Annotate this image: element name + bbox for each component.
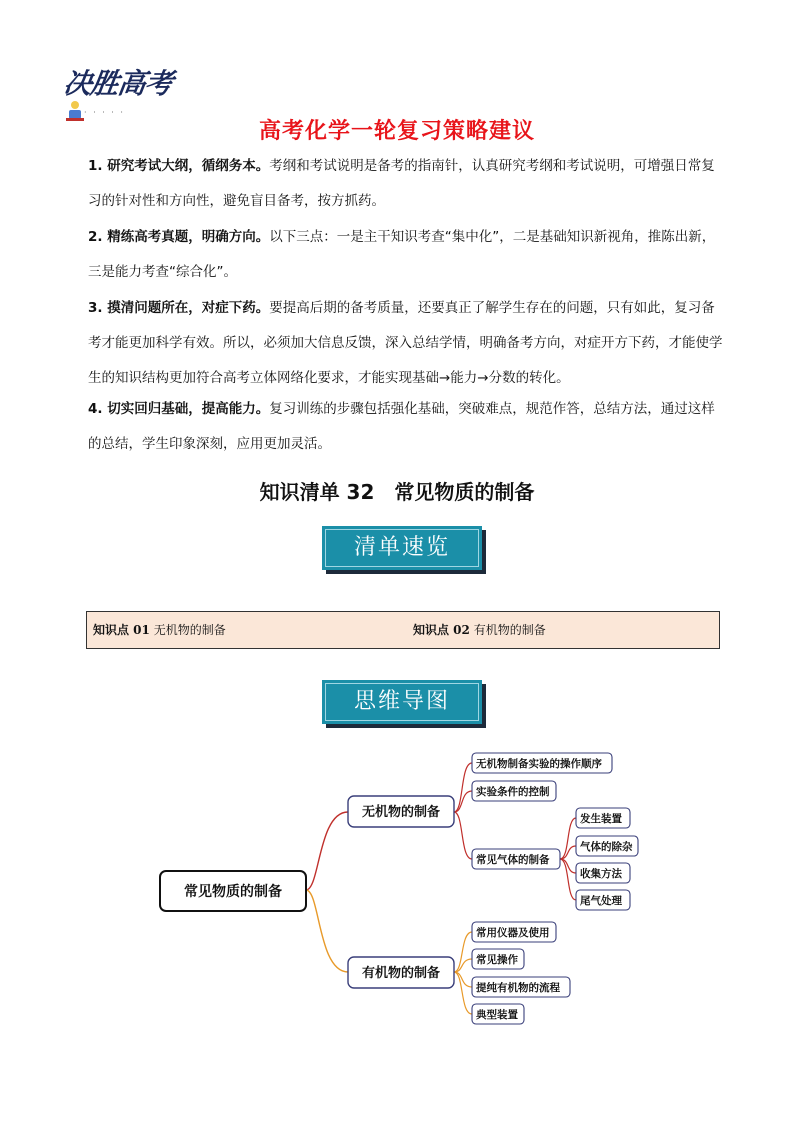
advice-paragraph-3 (88, 291, 728, 396)
section-title: 知识清单 32 常见物质的制备 (259, 480, 535, 504)
connector (454, 791, 472, 812)
connector (306, 812, 348, 890)
mindmap-subleaf-label: 气体的除杂 (580, 841, 633, 853)
mindmap-banner-label: 思维导图 (325, 683, 479, 721)
mindmap-leaf (472, 849, 560, 869)
connector (454, 763, 472, 812)
mindmap-leaf-label: 常用仪器及使用 (476, 927, 550, 939)
mindmap-subleaf (576, 808, 630, 828)
mind-map (0, 740, 794, 1040)
knowledge-point-table (86, 611, 720, 649)
mindmap-root-node (160, 871, 306, 911)
knowledge-point-label: 知识点 02 (413, 623, 470, 637)
advice-heading: 1. 研究考试大纲，循纲务本。 (88, 158, 270, 174)
mindmap-leaf-label: 常见操作 (476, 954, 518, 966)
advice-heading: 2. 精练高考真题，明确方向。 (88, 229, 270, 245)
mindmap-subleaf (576, 890, 630, 910)
mindmap-leaf-label: 典型装置 (476, 1009, 518, 1021)
mindmap-branch-organic (348, 957, 454, 988)
logo-text: 决胜高考 (61, 67, 175, 100)
mindmap-leaf (472, 949, 524, 969)
connector (454, 972, 472, 987)
page-title: 高考化学一轮复习策略建议 (258, 119, 535, 144)
advice-body: 要提高后期的备考质量，还要真正了解学生存在的问题，只有如此，复习备考才能更加科学有效。所以，必须加大信息反馈，深入总结学情，明确备考方向，对症开方下药，才能使学生的知识结构更加符合高考立体网络化要求，才能实现基础→能力→分数的转化。 (88, 300, 723, 386)
connector (560, 846, 576, 859)
mindmap-subleaf-label: 尾气处理 (580, 895, 622, 907)
advice-heading: 3. 摸清问题所在，对症下药。 (88, 300, 270, 316)
mindmap-leaf-label: 实验条件的控制 (476, 786, 550, 798)
connector (454, 932, 472, 972)
mindmap-subleaf-label: 发生装置 (580, 813, 622, 825)
mindmap-branch-label: 无机物的制备 (361, 805, 441, 820)
connector (560, 859, 576, 873)
overview-banner-label: 清单速览 (325, 529, 479, 567)
mindmap-leaf (472, 922, 556, 942)
advice-paragraph-1 (88, 149, 728, 219)
overview-banner (322, 526, 482, 570)
knowledge-point-name: 有机物的制备 (473, 623, 546, 637)
connector (454, 972, 472, 1014)
advice-paragraph-4 (88, 392, 728, 462)
advice-paragraph-2 (88, 220, 728, 290)
knowledge-point-name: 无机物的制备 (153, 623, 226, 637)
mindmap-branch-inorganic (348, 796, 454, 827)
mindmap-leaf (472, 1004, 524, 1024)
mindmap-leaf-label: 常见气体的制备 (476, 854, 550, 866)
advice-body: 考纲和考试说明是备考的指南针，认真研究考纲和考试说明，可增强日常复习的针对性和方向性，避免盲目备考，按方抓药。 (88, 158, 715, 209)
connector (454, 812, 472, 859)
advice-body: 以下三点：一是主干知识考查“集中化”，二是基础知识新视角，推陈出新，三是能力考查“综合化”。 (88, 229, 716, 280)
advice-body: 复习训练的步骤包括强化基础，突破难点，规范作答，总结方法，通过这样的总结，学生印象深刻，应用更加灵活。 (88, 401, 715, 452)
mindmap-leaf (472, 781, 556, 801)
mindmap-subleaf-label: 收集方法 (580, 868, 622, 880)
knowledge-point-2 (413, 621, 546, 638)
mindmap-subleaf (576, 863, 630, 883)
mindmap-branch-label: 有机物的制备 (361, 966, 441, 981)
mindmap-subleaf (576, 836, 638, 856)
mindmap-leaf-label: 提纯有机物的流程 (476, 982, 560, 994)
mindmap-leaf (472, 753, 612, 773)
knowledge-point-1 (93, 621, 226, 638)
advice-heading: 4. 切实回归基础，提高能力。 (88, 401, 270, 417)
mindmap-leaf-label: 无机物制备实验的操作顺序 (476, 758, 602, 770)
mindmap-banner (322, 680, 482, 724)
mindmap-leaf (472, 977, 570, 997)
logo-subtitle: · · · · · (84, 108, 125, 117)
knowledge-point-label: 知识点 01 (93, 623, 150, 637)
connector (306, 890, 348, 972)
mindmap-root-label: 常见物质的制备 (184, 884, 282, 900)
